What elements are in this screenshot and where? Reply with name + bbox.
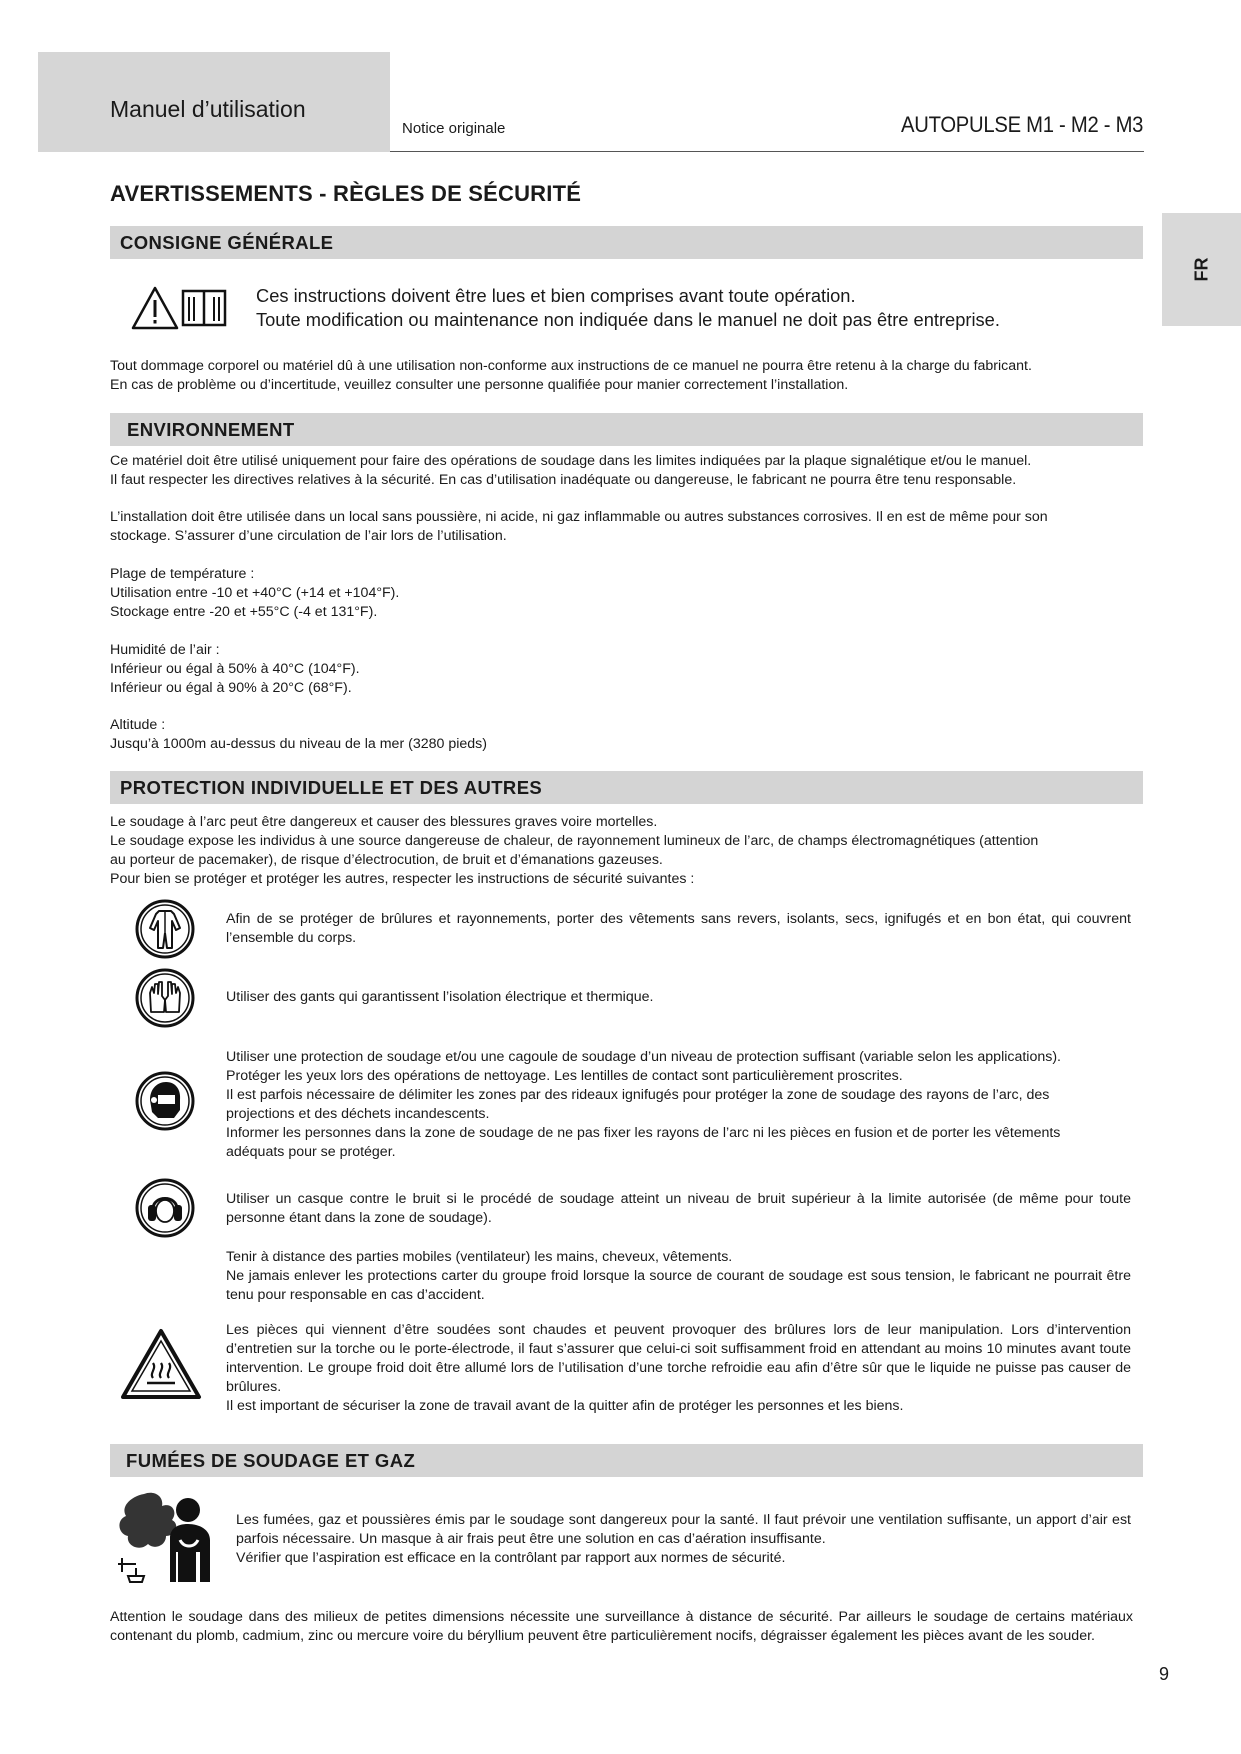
header-divider xyxy=(390,151,1144,152)
manual-title: Manuel d’utilisation xyxy=(110,96,306,122)
ear-instruction: Utiliser un casque contre le bruit si le procédé de soudage atteint un niveau de bruit supérieur à la limite autorisée (de même pour toute personne étant dans la zone de soudage). xyxy=(226,1191,1131,1226)
general-notice: Ces instructions doivent être lues et bien comprises avant toute opération. Toute modification ou maintenance non indiquée dans le manuel ne doit pas être entreprise. xyxy=(256,285,1000,330)
section-bar-protection xyxy=(110,771,1143,804)
hot-parts-instruction: Les pièces qui viennent d’être soudées sont chaudes et peuvent provoquer des brûlures lors de leur manipulation. Lors d’intervention d’entretien sur la torche ou le porte-électrode, il faut s’assurer que celui-ci soit suffisamment froid en attendant au moins 10 minutes avant toute intervention. Le groupe froid doit être allumé lors de l’utilisation d’une torche refroidie eau afin d’être sûr que le liquide ne puisse pas causer de brûlures. Il est important de sécuriser la zone de travail avant de la quitter afin de protéger les personnes et les biens. xyxy=(226,1322,1131,1414)
section-bar-fumes xyxy=(110,1444,1143,1477)
model-name: AUTOPULSE M1 - M2 - M3 xyxy=(900,112,1143,137)
fumes-instruction: Les fumées, gaz et poussières émis par le soudage sont dangereux pour la santé. Il faut prévoir une ventilation suffisante, un apport d’air est parfois nécessaire. Un masque à air frais peut être une solution en cas d’aération insuffisante. Vérifier que l’aspiration est efficace en la contrôlant par rapport aux normes de sécurité. xyxy=(236,1512,1131,1566)
section-bar-environment xyxy=(110,413,1143,446)
section-title-environment: ENVIRONNEMENT xyxy=(127,419,295,440)
temperature-range: Plage de température : Utilisation entre -10 et +40°C (+14 et +104°F). Stockage entre -20 et +55°C (-4 et 131°F). xyxy=(110,566,400,620)
moving-parts-instruction: Tenir à distance des parties mobiles (ventilateur) les mains, cheveux, vêtements. Ne jamais enlever les protections carter du groupe froid lorsque la source de courant de soudage est sous tension, le fabricant ne pourrait être tenu pour responsable en cas d’accident. xyxy=(226,1249,1131,1303)
environment-paragraph-1: Ce matériel doit être utilisé uniquement pour faire des opérations de soudage dans les limites indiquées par la plaque signalétique et/ou le manuel. Il faut respecter les directives relatives à la sécurité. En cas d’utilisation inadéquate ou dangereuse, le fabricant ne pourra être tenu responsable. xyxy=(110,453,1032,488)
protection-intro: Le soudage à l’arc peut être dangereux et causer des blessures graves voire mortelles. Le soudage expose les individus à une source dangereuse de chaleur, de rayonnement lumineux de l’arc, de champs électromagnétiques (attention au porteur de pacemaker), de risque d’électrocution, de bruit et d’émanations gazeuses. Pour bien se protéger et protéger les autres, respecter les instructions de sécurité suivantes : xyxy=(110,814,1039,887)
environment-paragraph-2: L’installation doit être utilisée dans un local sans poussière, ni acide, ni gaz inflammable ou autres substances corrosives. Il en est de même pour son stockage. S’assurer d’une circulation de l’air lors de l’utilisation. xyxy=(110,509,1048,544)
section-title-protection: PROTECTION INDIVIDUELLE ET DES AUTRES xyxy=(120,777,543,798)
page-number: 9 xyxy=(1159,1664,1170,1684)
altitude: Altitude : Jusqu’à 1000m au-dessus du niveau de la mer (3280 pieds) xyxy=(110,717,487,752)
mask-instruction: Utiliser une protection de soudage et/ou une cagoule de soudage d’un niveau de protection suffisant (variable selon les applications). Protéger les yeux lors des opérations de nettoyage. Les lentilles de contact sont particulièrement proscrites. Il est parfois nécessaire de délimiter les zones par des rideaux ignifugés pour protéger la zone de soudage des rayons de l’arc, des projections et des déchets incandescents. Informer les personnes dans la zone de soudage de ne pas fixer les rayons de l’arc ni les pièces en fusion et de porter les vêtements adéquats pour se protéger. xyxy=(226,1049,1061,1160)
warning-triangle-icon xyxy=(131,286,179,330)
gloves-instruction: Utiliser des gants qui garantissent l’isolation électrique et thermique. xyxy=(226,989,654,1005)
notice-label: Notice originale xyxy=(402,120,506,137)
general-body: Tout dommage corporel ou matériel dû à une utilisation non-conforme aux instructions de ce manuel ne pourra être retenu à la charge du fabricant. En cas de problème ou d’incertitude, veuillez consulter une personne qualifiée pour manier correctement l’installation. xyxy=(110,358,1032,393)
page-title: AVERTISSEMENTS - RÈGLES DE SÉCURITÉ xyxy=(110,181,582,206)
section-title-fumes: FUMÉES DE SOUDAGE ET GAZ xyxy=(126,1450,416,1471)
section-bar-general xyxy=(110,226,1143,259)
fumes-footer-warning: Attention le soudage dans des milieux de petites dimensions nécessite une surveillance à distance de sécurité. Par ailleurs le soudage de certains matériaux contenant du plomb, cadmium, zinc ou mercure voire du béryllium peuvent être particulièrement nocifs, dégraisser également les pièces avant de les souder. xyxy=(110,1609,1133,1644)
section-title-general: CONSIGNE GÉNÉRALE xyxy=(120,232,334,253)
air-humidity: Humidité de l’air : Inférieur ou égal à 50% à 40°C (104°F). Inférieur ou égal à 90% à 20°C (68°F). xyxy=(110,642,360,696)
gloves-icon xyxy=(134,967,196,1029)
manual-book-icon xyxy=(181,288,227,328)
welding-fumes-icon xyxy=(114,1488,226,1584)
protective-clothing-icon xyxy=(134,898,196,960)
ear-protection-icon xyxy=(134,1177,196,1239)
hot-surface-warning-icon xyxy=(120,1328,202,1400)
clothing-instruction: Afin de se protéger de brûlures et rayonnements, porter des vêtements sans revers, isolants, secs, ignifugés et en bon état, qui couvrent l’ensemble du corps. xyxy=(226,911,1131,946)
language-tab-label: FR xyxy=(1191,257,1211,282)
welding-mask-icon xyxy=(134,1070,196,1132)
